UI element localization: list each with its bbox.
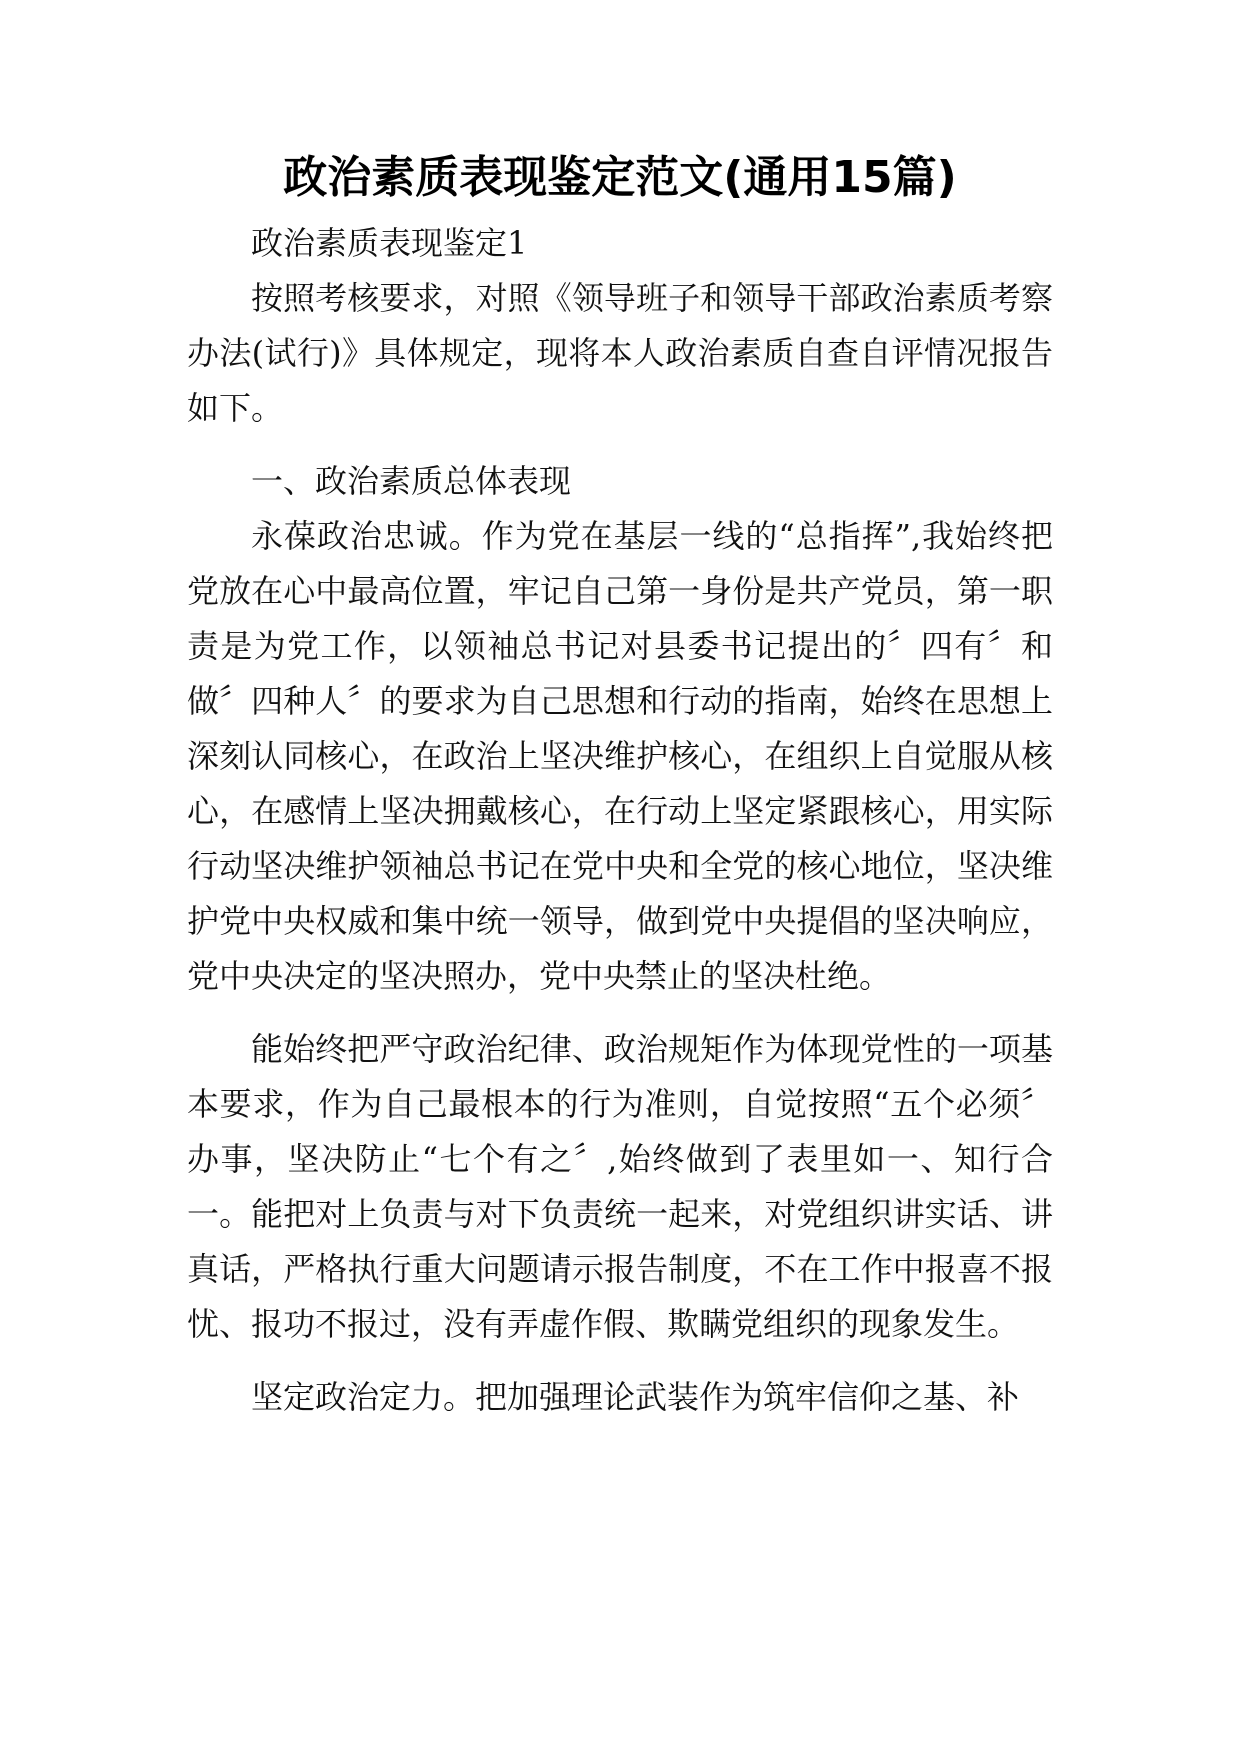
- document-title: 政治素质表现鉴定范文(通用15篇): [283, 152, 957, 203]
- paragraph: 永葆政治忠诚。作为党在基层一线的“总指挥”,我始终把党放在心中最高位置，牢记自己第一身份是共产党员，第一职责是为党工作，以领袖总书记对县委书记提出的〞四有〞和做〞四种人〞的要求为自己思想和行动的指南，始终在思想上深刻认同核心，在政治上坚决维护核心，在组织上自觉服从核心，在感情上坚决拥戴核心，在行动上坚定紧跟核心，用实际行动坚决维护领袖总书记在党中央和全党的核心地位，坚决维护党中央权威和集中统一领导，做到党中央提倡的坚决响应，党中央决定的坚决照办，党中央禁止的坚决杜绝。: [187, 517, 1053, 995]
- paragraph: 能始终把严守政治纪律、政治规矩作为体现党性的一项基本要求，作为自己最根本的行为准则，自觉按照“五个必须〞办事，坚决防止“七个有之〞,始终做到了表里如一、知行合一。能把对上负责与对下负责统一起来，对党组织讲实话、讲真话，严格执行重大问题请示报告制度，不在工作中报喜不报忧、报功不报过，没有弄虚作假、欺瞒党组织的现象发生。: [187, 1030, 1053, 1343]
- document-body: [187, 216, 1053, 1425]
- paragraph: 按照考核要求，对照《领导班子和领导干部政治素质考察办法(试行)》具体规定，现将本人政治素质自查自评情况报告如下。: [187, 279, 1053, 427]
- section-heading: 政治素质表现鉴定1: [251, 224, 528, 262]
- subsection-heading: 一、政治素质总体表现: [251, 462, 572, 500]
- paragraph: 坚定政治定力。把加强理论武装作为筑牢信仰之基、补: [251, 1378, 1020, 1416]
